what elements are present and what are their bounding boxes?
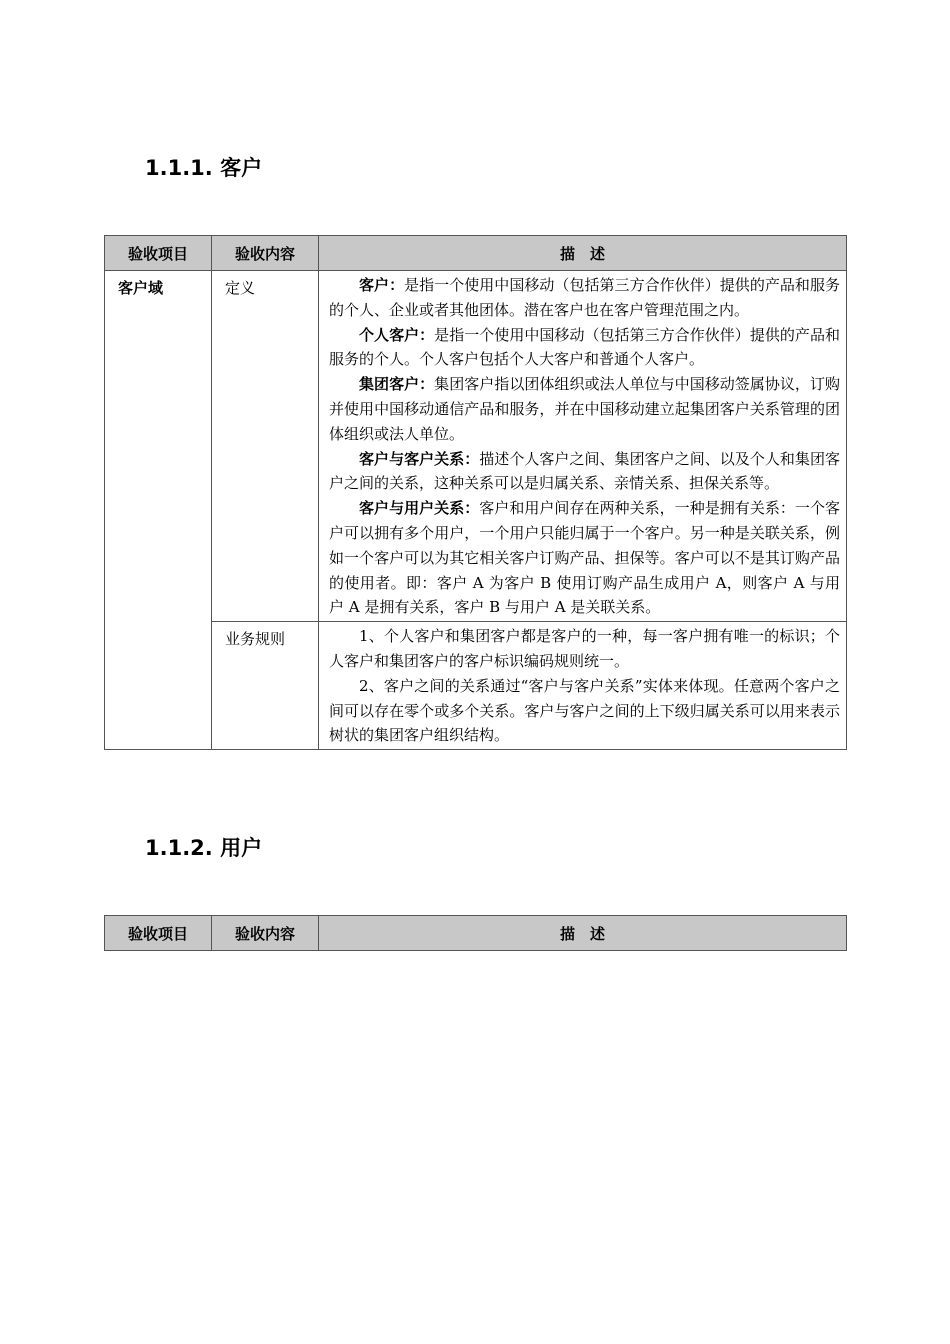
section-heading-customer: 1.1.1. 客户 — [145, 156, 263, 180]
rule-paragraph: 1、个人客户和集团客户都是客户的一种，每一客户拥有唯一的标识；个人客户和集团客户的客户标识编码规则统一。 — [329, 627, 840, 670]
definition-paragraph — [329, 273, 840, 323]
table-header-row — [105, 236, 847, 271]
customer-spec-table — [104, 235, 847, 750]
term-label: 客户与客户关系： — [359, 449, 480, 468]
definition-paragraph — [329, 323, 840, 373]
section-heading-user: 1.1.2. 用户 — [145, 836, 263, 860]
table-row-business-rules — [105, 622, 847, 750]
header-acceptance-item: 验收项目 — [105, 236, 212, 271]
content-cell-definition: 定义 — [212, 271, 319, 622]
term-label: 客户与用户关系： — [359, 499, 480, 518]
term-text: 描述个人客户之间、集团客户之间、以及个人和集团客户之间的关系，这种关系可以是归属关系、亲情关系、担保关系等。 — [329, 449, 840, 493]
description-cell-definition — [319, 271, 847, 622]
user-spec-table — [104, 915, 847, 951]
term-label: 个人客户： — [359, 325, 435, 344]
term-text: 客户和用户间存在两种关系，一种是拥有关系：一个客户可以拥有多个用户，一个用户只能归属于一个客户。另一种是关联关系，例如一个客户可以为其它相关客户订购产品、担保等。客户可以不是其订购产品的使用者。即：客户 A 为客户 B 使用订购产品生成用户 A，则客户 A 与用户 A 是拥有关系，客户 B 与用户 A 是关联关系。 — [329, 499, 840, 617]
content-cell-business-rules: 业务规则 — [212, 622, 319, 750]
table-row-definition — [105, 271, 847, 622]
header-description: 描 述 — [319, 916, 847, 951]
table-header-row — [105, 916, 847, 951]
definition-paragraph — [329, 372, 840, 446]
term-label: 集团客户： — [359, 375, 435, 394]
item-cell-customer-domain: 客户域 — [105, 271, 212, 750]
definition-paragraph — [329, 496, 840, 620]
definition-paragraph — [329, 447, 840, 497]
term-text: 集团客户指以团体组织或法人单位与中国移动签属协议，订购并使用中国移动通信产品和服务，并在中国移动建立起集团客户关系管理的团体组织或法人单位。 — [329, 375, 840, 443]
term-label: 客户： — [359, 276, 405, 294]
header-description: 描 述 — [319, 236, 847, 271]
header-acceptance-content: 验收内容 — [212, 236, 319, 271]
description-cell-business-rules — [319, 622, 847, 750]
term-text: 是指一个使用中国移动（包括第三方合作伙伴）提供的产品和服务的个人。个人客户包括个人大客户和普通个人客户。 — [329, 325, 840, 369]
rule-paragraph: 2、客户之间的关系通过“客户与客户关系”实体来体现。任意两个客户之间可以存在零个或多个关系。客户与客户之间的上下级归属关系可以用来表示树状的集团客户组织结构。 — [329, 676, 840, 745]
header-acceptance-content: 验收内容 — [212, 916, 319, 951]
term-text: 是指一个使用中国移动（包括第三方合作伙伴）提供的产品和服务的个人、企业或者其他团体。潜在客户也在客户管理范围之内。 — [329, 276, 840, 319]
header-acceptance-item: 验收项目 — [105, 916, 212, 951]
